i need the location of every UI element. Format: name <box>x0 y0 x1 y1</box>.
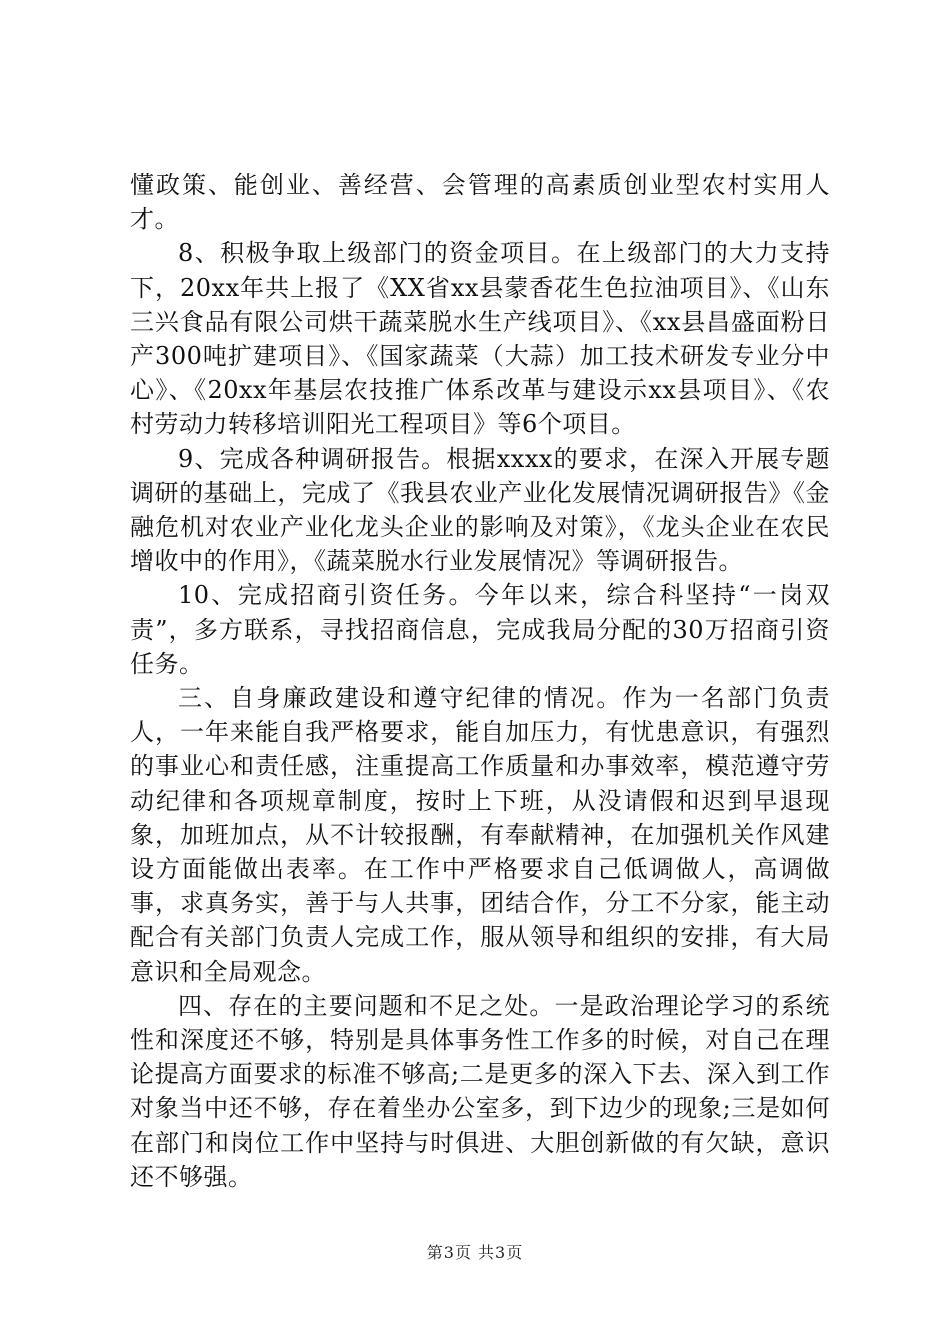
paragraph-continuation: 懂政策、能创业、善经营、会管理的高素质创业型农村实用人才。 <box>130 171 830 234</box>
paragraph-item-10: 10、完成招商引资任务。今年以来，综合科坚持“一岗双责”，多方联系，寻找招商信息，完成我局分配的30万招商引资任务。 <box>130 581 830 678</box>
page-number-footer: 第3页 共3页 <box>426 1243 524 1262</box>
document-body <box>130 168 830 1194</box>
paragraph-item-8: 8、积极争取上级部门的资金项目。在上级部门的大力支持下，20xx年共上报了《XX省xx县蒙香花生色拉油项目》、《山东三兴食品有限公司烘干蔬菜脱水生产线项目》、《xx县昌盛面粉日产300吨扩建项目》、《国家蔬菜（大蒜）加工技术研发专业分中心》、《20xx年基层农技推广体系改革与建设示xx县项目》、《农村劳动力转移培训阳光工程项目》等6个项目。 <box>130 239 830 439</box>
paragraph-item-9: 9、完成各种调研报告。根据xxxx的要求，在深入开展专题调研的基础上，完成了《我县农业产业化发展情况调研报告》《金融危机对农业产业化龙头企业的影响及对策》，《龙头企业在农民增收中的作用》，《蔬菜脱水行业发展情况》等调研报告。 <box>130 444 830 576</box>
paragraph-section-4: 四、存在的主要问题和不足之处。一是政治理论学习的系统性和深度还不够，特别是具体事务性工作多的时候，对自己在理论提高方面要求的标准不够高;二是更多的深入下去、深入到工作对象当中还不够，存在着坐办公室多，到下边少的现象;三是如何在部门和岗位工作中坚持与时俱进、大胆创新做的有欠缺，意识还不够强。 <box>130 991 830 1191</box>
paragraph-section-3: 三、自身廉政建设和遵守纪律的情况。作为一名部门负责人，一年来能自我严格要求，能自加压力，有忧患意识，有强烈的事业心和责任感，注重提高工作质量和办事效率，模范遵守劳动纪律和各项规章制度，按时上下班，从没请假和迟到早退现象，加班加点，从不计较报酬，有奉献精神，在加强机关作风建设方面能做出表率。在工作中严格要求自己低调做人，高调做事，求真务实，善于与人共事，团结合作，分工不分家，能主动配合有关部门负责人完成工作，服从领导和组织的安排，有大局意识和全局观念。 <box>130 684 830 986</box>
